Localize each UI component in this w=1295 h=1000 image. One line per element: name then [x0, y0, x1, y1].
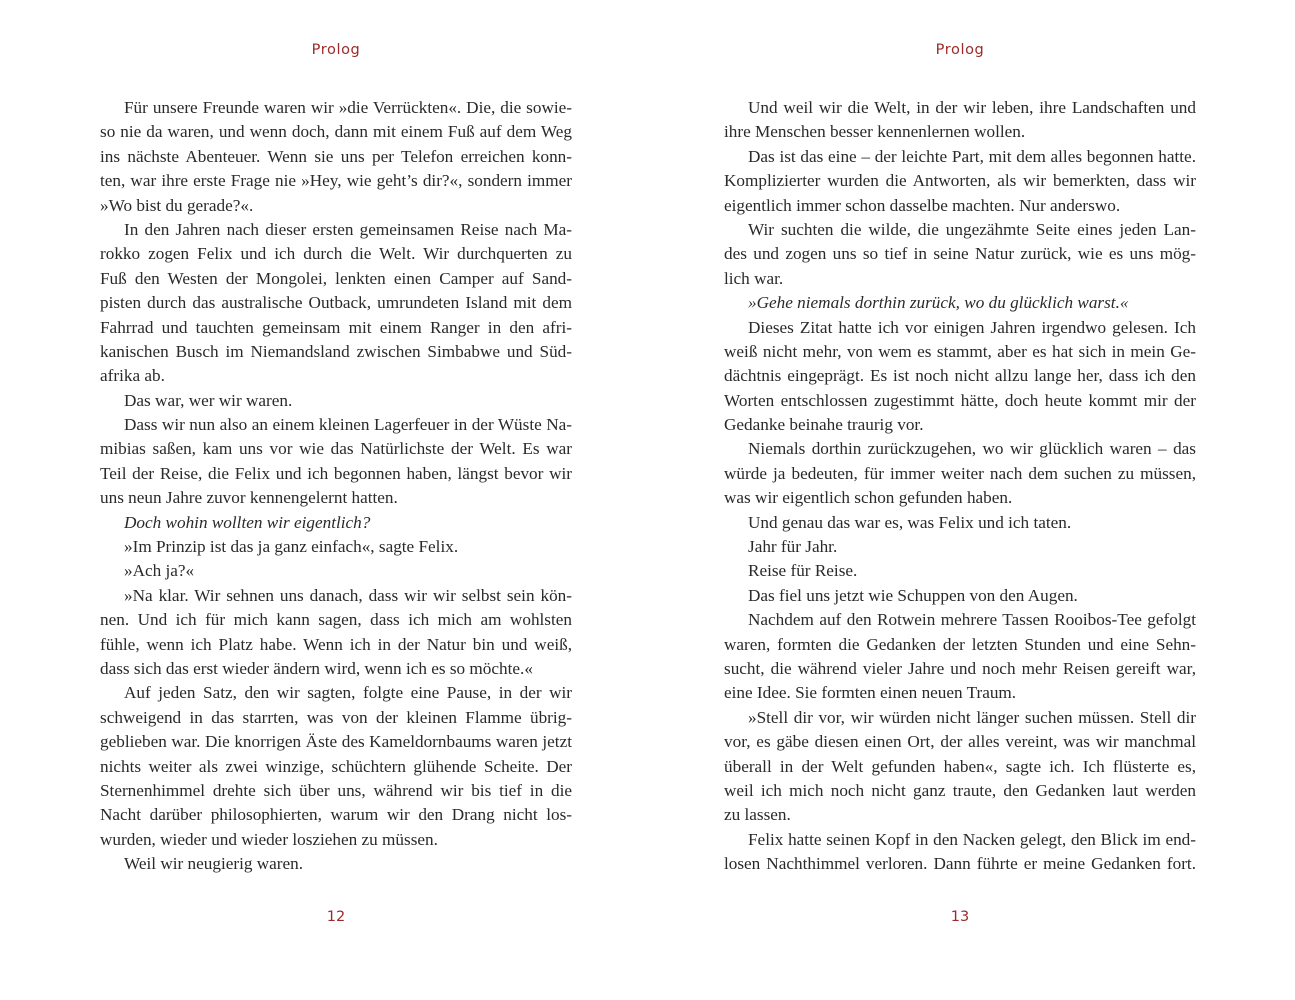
- text-line: Dieses Zitat hatte ich vor einigen Jahren irgendwo gelesen. Ich: [748, 317, 1196, 337]
- text-line: afrika ab.: [100, 366, 165, 386]
- text-line: rokko zogen Felix und ich durch die Welt. Wir durchquerten zu: [100, 244, 572, 264]
- text-line: Fuß den Westen der Mongolei, lenkten einen Camper auf Sand-: [100, 268, 572, 288]
- text-line: ins nächste Abenteuer. Wenn sie uns per Telefon erreichen konn-: [100, 146, 572, 166]
- text-line: Dass wir nun also an einem kleinen Lagerfeuer in der Wüste Na-: [124, 415, 572, 435]
- text-line: überall in der Welt gefunden haben«, sagte ich. Ich flüsterte es,: [724, 756, 1196, 776]
- text-line: Fahrrad und tauchten gemeinsam mit einem Ranger in den afri-: [100, 317, 572, 337]
- text-line: Jahr für Jahr.: [748, 537, 838, 557]
- text-line: »Im Prinzip ist das ja ganz einfach«, sagte Felix.: [124, 537, 459, 557]
- text-line: lich war.: [724, 268, 784, 288]
- text-line: ihre Menschen besser kennenlernen wollen.: [724, 122, 1026, 142]
- text-line: uns neun Jahre zuvor kennengelernt hatten.: [100, 488, 398, 508]
- left-page: [100, 0, 572, 1000]
- text-line: losen Nachthimmel verloren. Dann führte er meine Gedanken fort.: [724, 854, 1196, 874]
- text-line: vor, es gäbe diesen einen Ort, der alles vereint, was wir manchmal: [724, 732, 1196, 752]
- text-line: mibias saßen, kam uns vor wie das Natürlichste der Welt. Es war: [100, 439, 572, 459]
- text-line: waren, formten die Gedanken der letzten Stunden und eine Sehn-: [724, 634, 1196, 654]
- text-line: Auf jeden Satz, den wir sagten, folgte eine Pause, in der wir: [124, 683, 572, 703]
- text-line: eigentlich immer schon dasselbe machten. Nur anderswo.: [724, 195, 1121, 215]
- page-number: 13: [950, 909, 970, 925]
- text-line: Teil der Reise, die Felix und ich begonnen haben, längst bevor wir: [100, 463, 572, 483]
- text-line: Nachdem auf den Rotwein mehrere Tassen Rooibos-Tee gefolgt: [748, 610, 1196, 630]
- text-line: geblieben war. Die knorrigen Äste des Kameldornbaums waren jetzt: [100, 732, 572, 752]
- text-line: »Gehe niemals dorthin zurück, wo du glücklich warst.«: [748, 293, 1129, 313]
- text-line: zu lassen.: [724, 805, 791, 825]
- text-line: schweigend in das starrten, was von der kleinen Flamme übrig-: [100, 707, 572, 727]
- text-line: ten, war ihre erste Frage nie »Hey, wie geht’s dir?«, sondern immer: [100, 171, 572, 191]
- text-line: Reise für Reise.: [748, 561, 858, 581]
- text-line: »Wo bist du gerade?«.: [100, 195, 254, 215]
- text-line: so nie da waren, und wenn doch, dann mit einem Fuß auf dem Weg: [100, 122, 572, 142]
- running-head: Prolog: [935, 42, 985, 58]
- text-line: Nacht darüber philosophierten, warum wir den Drang nicht los-: [100, 805, 572, 825]
- text-line: eine Idee. Sie formten einen neuen Traum.: [724, 683, 1017, 703]
- text-line: Das fiel uns jetzt wie Schuppen von den Augen.: [748, 585, 1078, 605]
- page-number: 12: [326, 909, 346, 925]
- text-line: Komplizierter wurden die Antworten, als wir bemerkten, dass wir: [724, 171, 1196, 191]
- text-line: In den Jahren nach dieser ersten gemeinsamen Reise nach Ma-: [124, 219, 572, 239]
- text-line: Und weil wir die Welt, in der wir leben, ihre Landschaften und: [748, 98, 1196, 117]
- text-line: fühle, wenn ich Platz habe. Wenn ich in der Natur bin und weiß,: [100, 634, 572, 654]
- text-line: Sternenhimmel drehte sich über uns, während wir bis tief in die: [100, 780, 572, 800]
- text-line: des und zogen uns so tief in seine Natur zurück, wie es uns mög-: [724, 244, 1196, 264]
- text-line: nichts weiter als zwei winzige, schüchtern glühende Scheite. Der: [100, 756, 572, 776]
- text-line: weiß nicht mehr, von wem es stammt, aber es hat sich in mein Ge-: [724, 341, 1196, 361]
- text-line: sucht, die während vieler Jahre und noch mehr Reisen gereift war,: [724, 658, 1196, 678]
- text-line: Das war, wer wir waren.: [124, 390, 293, 410]
- text-line: Felix hatte seinen Kopf in den Nacken gelegt, den Blick im end-: [748, 829, 1196, 849]
- text-line: Niemals dorthin zurückzugehen, wo wir glücklich waren – das: [748, 439, 1196, 459]
- right-page: [724, 0, 1196, 1000]
- text-line: Wir suchten die wilde, die ungezähmte Seite eines jeden Lan-: [748, 219, 1196, 239]
- text-line: was wir eigentlich schon gefunden haben.: [724, 488, 1013, 508]
- text-line: pisten durch das australische Outback, umrundeten Island mit dem: [100, 293, 572, 313]
- text-line: dächtnis eingeprägt. Es ist noch nicht allzu lange her, dass ich den: [724, 366, 1196, 386]
- text-line: Gedanke beinahe traurig vor.: [724, 415, 924, 435]
- text-line: Und genau das war es, was Felix und ich taten.: [748, 512, 1072, 532]
- text-line: Für unsere Freunde waren wir »die Verrückten«. Die, die sowie-: [124, 98, 572, 117]
- text-line: nen. Und ich für mich kann sagen, dass ich mich am wohlsten: [100, 610, 572, 630]
- text-line: Doch wohin wollten wir eigentlich?: [124, 512, 371, 532]
- text-line: »Stell dir vor, wir würden nicht länger suchen müssen. Stell dir: [748, 707, 1196, 727]
- text-line: Das ist das eine – der leichte Part, mit dem alles begonnen hatte.: [748, 146, 1196, 166]
- page-body-text: [724, 96, 1196, 877]
- text-line: wurden, wieder und wieder losziehen zu müssen.: [100, 829, 438, 849]
- text-line: kanischen Busch im Niemandsland zwischen Simbabwe und Süd-: [100, 341, 572, 361]
- running-head: Prolog: [311, 42, 361, 58]
- text-line: Worten entschlossen zugestimmt hätte, doch heute kommt mir der: [724, 390, 1196, 410]
- page-body-text: [100, 96, 572, 877]
- text-line: weil ich mich noch nicht ganz traute, den Gedanken laut werden: [724, 780, 1196, 800]
- text-line: »Ach ja?«: [124, 561, 195, 581]
- text-line: würde ja bedeuten, für immer weiter nach dem suchen zu müssen,: [724, 463, 1196, 483]
- text-line: Weil wir neugierig waren.: [124, 854, 304, 874]
- text-line: dass sich das erst wieder ändern wird, wenn ich es so möchte.«: [100, 658, 533, 678]
- text-line: »Na klar. Wir sehnen uns danach, dass wir wir selbst sein kön-: [124, 585, 572, 605]
